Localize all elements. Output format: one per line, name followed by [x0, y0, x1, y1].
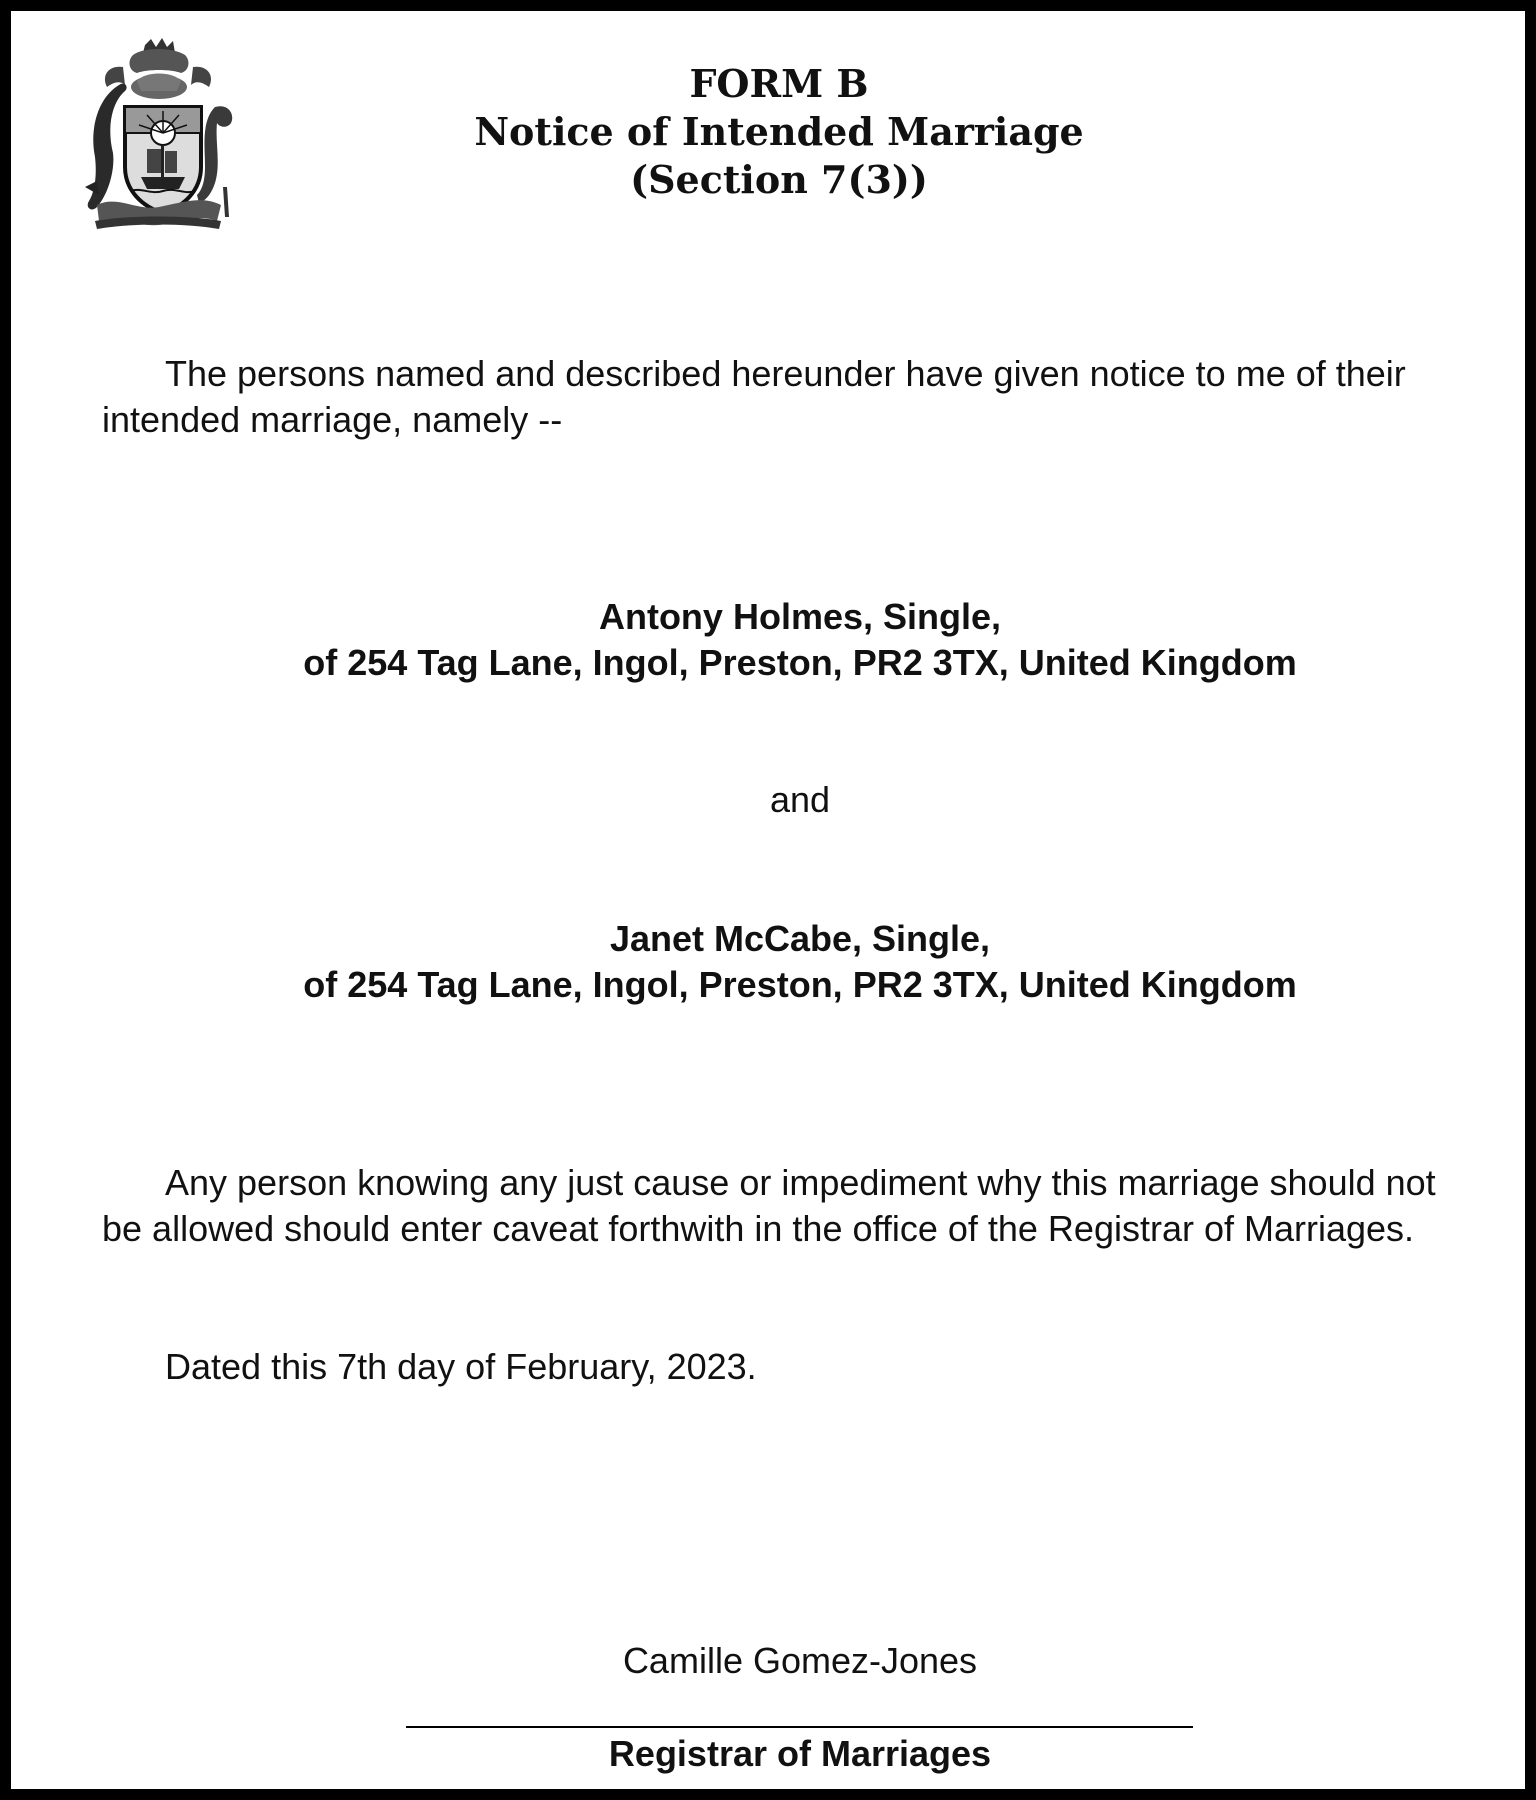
form-label: FORM B [689, 61, 869, 106]
caveat-line-2: be allowed should enter caveat forthwith in the office of the Registrar of Marriages. [102, 1208, 1415, 1249]
section-reference: (Section 7(3)) [630, 157, 928, 202]
page-title: Notice of Intended Marriage [474, 109, 1084, 154]
intro-line-1: The persons named and described hereunder have given notice to me of their [165, 353, 1406, 394]
signature-line [406, 1726, 1193, 1728]
conjunction: and [769, 779, 831, 820]
dated-line [102, 1344, 1482, 1390]
registrar-name: Camille Gomez-Jones [622, 1640, 978, 1681]
intro-paragraph [102, 351, 1482, 443]
dated-text: Dated this 7th day of February, 2023. [165, 1346, 757, 1387]
intro-line-2: intended marriage, namely -- [102, 399, 563, 440]
registrar-title: Registrar of Marriages [608, 1733, 992, 1774]
party-1-name: Antony Holmes, Single, [598, 596, 1002, 637]
party-2-address: of 254 Tag Lane, Ingol, Preston, PR2 3TX, United Kingdom [303, 964, 1297, 1005]
party-1-address: of 254 Tag Lane, Ingol, Preston, PR2 3TX, United Kingdom [303, 642, 1297, 683]
party-2-name: Janet McCabe, Single, [609, 918, 991, 959]
caveat-line-1: Any person knowing any just cause or impediment why this marriage should not [165, 1162, 1436, 1203]
caveat-paragraph [102, 1160, 1482, 1252]
